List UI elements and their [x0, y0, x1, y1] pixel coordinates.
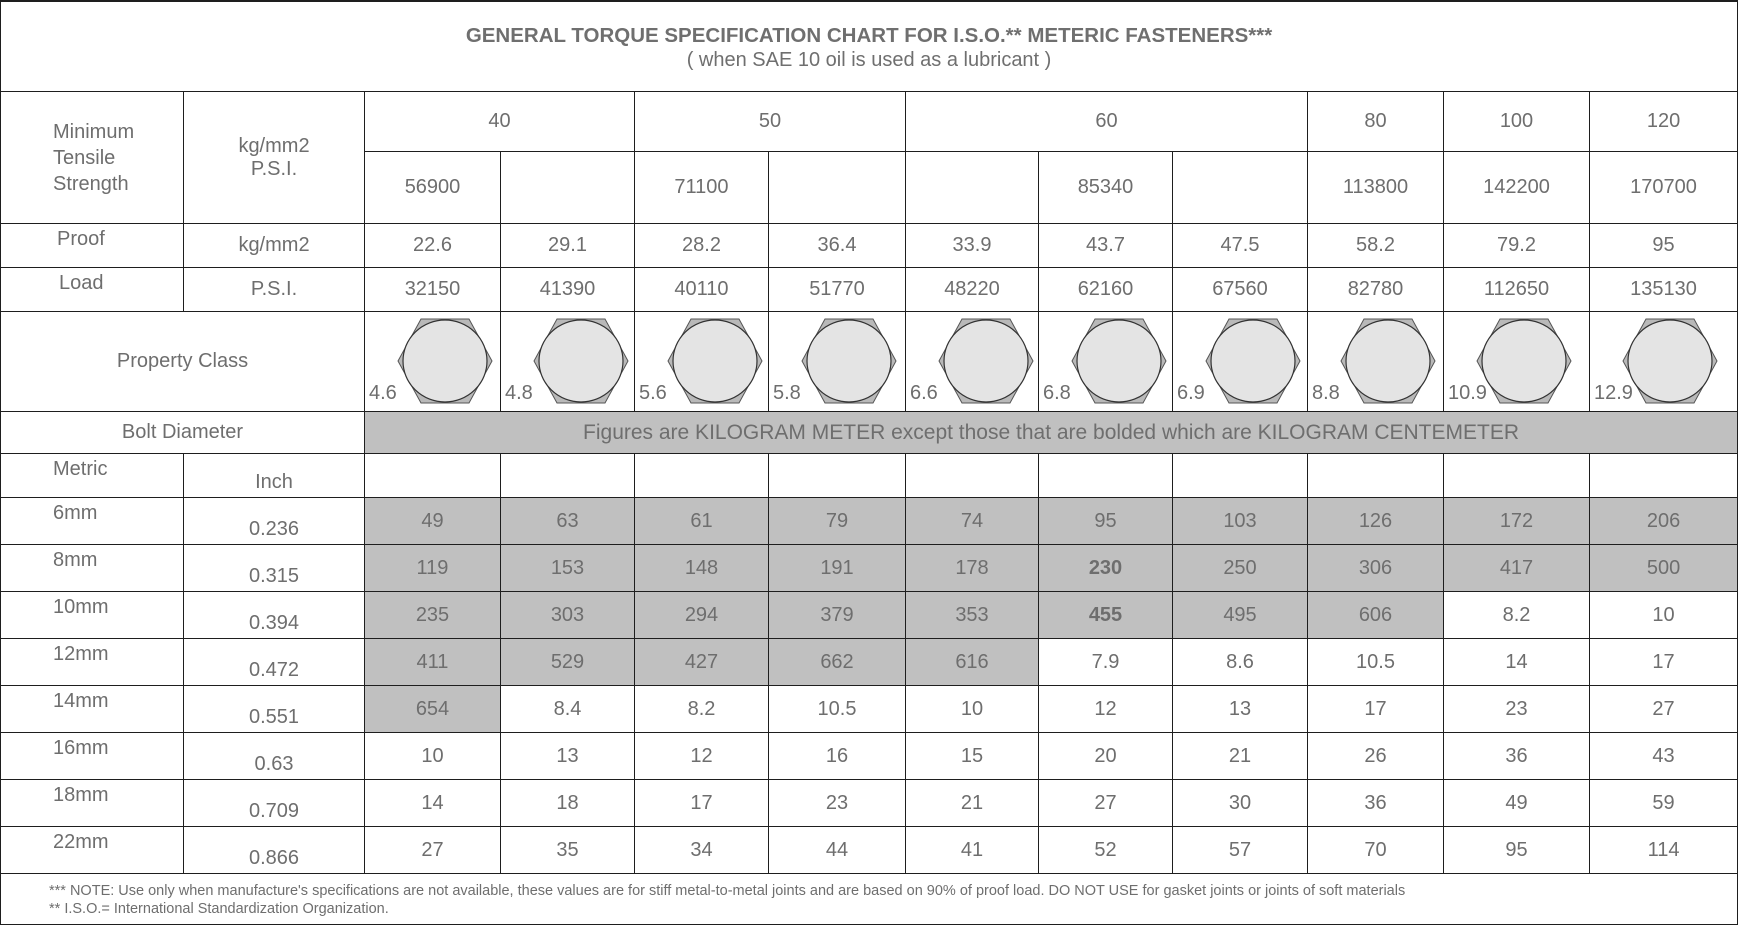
tensile-kg-cell: 60	[906, 92, 1308, 152]
torque-value: 79	[769, 498, 906, 545]
tensile-label-line: Tensile	[53, 146, 116, 169]
metric-size: 22mm	[1, 827, 184, 874]
torque-value: 95	[1444, 827, 1590, 874]
empty-cell	[1308, 454, 1444, 498]
torque-value: 23	[769, 780, 906, 827]
torque-value: 455	[1039, 592, 1173, 639]
table-row	[1, 780, 1738, 827]
inch-size: 0.315	[184, 545, 365, 592]
table-row	[1, 592, 1738, 639]
load-label: Load	[1, 268, 184, 312]
torque-value: 41	[906, 827, 1039, 874]
torque-value: 10	[365, 733, 501, 780]
torque-value: 12	[635, 733, 769, 780]
proof-kg-row	[1, 224, 1738, 268]
property-class-cell	[501, 312, 635, 412]
empty-cell	[1590, 454, 1738, 498]
proof-kg-cell: 95	[1590, 224, 1738, 268]
tensile-psi-cell: 142200	[1444, 152, 1590, 224]
proof-psi-cell: 67560	[1173, 268, 1308, 312]
torque-value: 13	[501, 733, 635, 780]
unit-psi: P.S.I.	[250, 157, 298, 180]
property-class-cell	[906, 312, 1039, 412]
torque-value: 63	[501, 498, 635, 545]
tensile-label-line: Minimum	[53, 120, 135, 143]
note-disclaimer: *** NOTE: Use only when manufacture's specifications are not available, these values are for stiff metal-to-metal joints and are based on 90% of proof load. DO NOT USE for gasket joints or joints of soft materials	[49, 883, 1406, 899]
torque-value: 303	[501, 592, 635, 639]
torque-value: 13	[1173, 686, 1308, 733]
torque-value: 230	[1039, 545, 1173, 592]
torque-value: 18	[501, 780, 635, 827]
hex-bolt-head-icon	[801, 318, 897, 404]
torque-value: 148	[635, 545, 769, 592]
proof-psi-cell: 112650	[1444, 268, 1590, 312]
torque-rows	[1, 498, 1738, 874]
torque-value: 103	[1173, 498, 1308, 545]
property-class-value: 6.8	[1043, 382, 1071, 404]
chart-header	[1, 1, 1738, 92]
proof-unit-kg: kg/mm2	[184, 224, 365, 268]
proof-psi-cell: 82780	[1308, 268, 1444, 312]
torque-value: 70	[1308, 827, 1444, 874]
torque-value: 20	[1039, 733, 1173, 780]
property-class-cell	[1039, 312, 1173, 412]
torque-value: 52	[1039, 827, 1173, 874]
torque-value: 36	[1444, 733, 1590, 780]
property-class-cell	[1444, 312, 1590, 412]
torque-value: 235	[365, 592, 501, 639]
torque-value: 10.5	[1308, 639, 1444, 686]
tensile-strength-label	[1, 92, 184, 224]
chart-subtitle: ( when SAE 10 oil is used as a lubricant )	[686, 48, 1052, 71]
torque-value: 16	[769, 733, 906, 780]
empty-cell	[501, 454, 635, 498]
property-class-value: 5.6	[639, 382, 667, 404]
torque-value: 14	[365, 780, 501, 827]
torque-value: 34	[635, 827, 769, 874]
proof-unit-psi: P.S.I.	[184, 268, 365, 312]
property-class-cell	[769, 312, 906, 412]
proof-kg-cell: 33.9	[906, 224, 1039, 268]
table-row	[1, 498, 1738, 545]
torque-value: 49	[365, 498, 501, 545]
torque-value: 21	[906, 780, 1039, 827]
hex-bolt-head-icon	[667, 318, 763, 404]
proof-kg-cell: 36.4	[769, 224, 906, 268]
torque-value: 8.4	[501, 686, 635, 733]
table-row	[1, 733, 1738, 780]
bolt-diameter-row	[1, 412, 1738, 454]
torque-value: 172	[1444, 498, 1590, 545]
torque-value: 191	[769, 545, 906, 592]
proof-psi-cell: 40110	[635, 268, 769, 312]
torque-value: 206	[1590, 498, 1738, 545]
tensile-kg-cell: 50	[635, 92, 906, 152]
proof-psi-row	[1, 268, 1738, 312]
tensile-psi-cell: 170700	[1590, 152, 1738, 224]
torque-value: 44	[769, 827, 906, 874]
proof-kg-cell: 43.7	[1039, 224, 1173, 268]
torque-value: 8.2	[635, 686, 769, 733]
chart-title: GENERAL TORQUE SPECIFICATION CHART FOR I.S.O.** METERIC FASTENERS***	[465, 23, 1273, 47]
tensile-label-line: Strength	[53, 172, 129, 195]
property-class-value: 12.9	[1594, 382, 1633, 404]
torque-value: 10	[1590, 592, 1738, 639]
metric-inch-header-row	[1, 454, 1738, 498]
inch-header: Inch	[184, 454, 365, 498]
metric-size: 6mm	[1, 498, 184, 545]
unit-kg: kg/mm2	[238, 134, 310, 157]
torque-value: 417	[1444, 545, 1590, 592]
proof-kg-cell: 28.2	[635, 224, 769, 268]
hex-bolt-head-icon	[1340, 318, 1436, 404]
proof-kg-cell: 79.2	[1444, 224, 1590, 268]
hex-bolt-head-icon	[1476, 318, 1572, 404]
tensile-kg-cell: 120	[1590, 92, 1738, 152]
inch-size: 0.236	[184, 498, 365, 545]
property-class-value: 8.8	[1312, 382, 1340, 404]
hex-bolt-head-icon	[1622, 318, 1718, 404]
torque-value: 616	[906, 639, 1039, 686]
torque-value: 17	[1590, 639, 1738, 686]
proof-label: Proof	[1, 224, 184, 268]
property-class-cell	[635, 312, 769, 412]
empty-cell	[1444, 454, 1590, 498]
proof-psi-cell: 51770	[769, 268, 906, 312]
tensile-psi-cell	[501, 152, 635, 224]
metric-size: 18mm	[1, 780, 184, 827]
property-class-value: 6.9	[1177, 382, 1205, 404]
proof-psi-cell: 62160	[1039, 268, 1173, 312]
inch-size: 0.709	[184, 780, 365, 827]
torque-value: 250	[1173, 545, 1308, 592]
tensile-kg-cell: 100	[1444, 92, 1590, 152]
torque-value: 21	[1173, 733, 1308, 780]
property-class-value: 5.8	[773, 382, 801, 404]
torque-value: 178	[906, 545, 1039, 592]
hex-bolt-head-icon	[1071, 318, 1167, 404]
bolt-diameter-label: Bolt Diameter	[1, 412, 365, 454]
empty-cell	[1039, 454, 1173, 498]
tensile-psi-cell	[769, 152, 906, 224]
torque-value: 26	[1308, 733, 1444, 780]
torque-value: 7.9	[1039, 639, 1173, 686]
torque-value: 495	[1173, 592, 1308, 639]
tensile-kg-cell: 80	[1308, 92, 1444, 152]
hex-bolt-head-icon	[397, 318, 493, 404]
metric-header: Metric	[1, 454, 184, 498]
table-row	[1, 545, 1738, 592]
torque-value: 43	[1590, 733, 1738, 780]
notes	[1, 874, 1738, 925]
metric-size: 16mm	[1, 733, 184, 780]
empty-cell	[769, 454, 906, 498]
torque-value: 57	[1173, 827, 1308, 874]
torque-value: 14	[1444, 639, 1590, 686]
metric-size: 14mm	[1, 686, 184, 733]
torque-value: 606	[1308, 592, 1444, 639]
hex-bolt-head-icon	[533, 318, 629, 404]
torque-value: 49	[1444, 780, 1590, 827]
hex-bolt-head-icon	[1205, 318, 1301, 404]
torque-value: 23	[1444, 686, 1590, 733]
property-class-cell	[1173, 312, 1308, 412]
proof-psi-cell: 48220	[906, 268, 1039, 312]
property-class-value: 4.8	[505, 382, 533, 404]
torque-value: 529	[501, 639, 635, 686]
proof-psi-cell: 41390	[501, 268, 635, 312]
notes-row	[1, 874, 1738, 925]
property-class-label: Property Class	[1, 312, 365, 412]
proof-kg-cell: 47.5	[1173, 224, 1308, 268]
torque-value: 27	[365, 827, 501, 874]
torque-value: 61	[635, 498, 769, 545]
torque-value: 427	[635, 639, 769, 686]
torque-value: 119	[365, 545, 501, 592]
property-class-value: 6.6	[910, 382, 938, 404]
proof-psi-cell: 32150	[365, 268, 501, 312]
torque-value: 27	[1039, 780, 1173, 827]
empty-cell	[635, 454, 769, 498]
torque-value: 12	[1039, 686, 1173, 733]
tensile-units	[184, 92, 365, 224]
empty-cell	[1173, 454, 1308, 498]
tensile-psi-cell: 56900	[365, 152, 501, 224]
inch-size: 0.866	[184, 827, 365, 874]
property-class-cell	[1308, 312, 1444, 412]
proof-kg-cell: 22.6	[365, 224, 501, 268]
units-banner: Figures are KILOGRAM METER except those that are bolded which are KILOGRAM CENTEMETER	[365, 412, 1738, 454]
property-class-cell	[1590, 312, 1738, 412]
torque-value: 30	[1173, 780, 1308, 827]
tensile-psi-cell: 85340	[1039, 152, 1173, 224]
inch-size: 0.394	[184, 592, 365, 639]
property-class-row	[1, 312, 1738, 412]
torque-value: 294	[635, 592, 769, 639]
torque-value: 8.2	[1444, 592, 1590, 639]
empty-cell	[906, 454, 1039, 498]
tensile-psi-cell	[1173, 152, 1308, 224]
empty-cell	[365, 454, 501, 498]
inch-size: 0.551	[184, 686, 365, 733]
property-class-value: 10.9	[1448, 382, 1487, 404]
torque-value: 662	[769, 639, 906, 686]
proof-psi-cell: 135130	[1590, 268, 1738, 312]
property-class-cell	[365, 312, 501, 412]
proof-kg-cell: 58.2	[1308, 224, 1444, 268]
torque-value: 10	[906, 686, 1039, 733]
torque-value: 10.5	[769, 686, 906, 733]
tensile-kg-row	[1, 92, 1738, 152]
torque-value: 306	[1308, 545, 1444, 592]
metric-size: 10mm	[1, 592, 184, 639]
property-class-value: 4.6	[369, 382, 397, 404]
table-row	[1, 686, 1738, 733]
tensile-psi-cell: 113800	[1308, 152, 1444, 224]
torque-value: 15	[906, 733, 1039, 780]
torque-value: 59	[1590, 780, 1738, 827]
torque-value: 36	[1308, 780, 1444, 827]
torque-value: 500	[1590, 545, 1738, 592]
torque-value: 17	[1308, 686, 1444, 733]
torque-value: 8.6	[1173, 639, 1308, 686]
torque-value: 353	[906, 592, 1039, 639]
table-row	[1, 639, 1738, 686]
torque-value: 654	[365, 686, 501, 733]
torque-value: 17	[635, 780, 769, 827]
torque-value: 27	[1590, 686, 1738, 733]
torque-value: 379	[769, 592, 906, 639]
torque-value: 35	[501, 827, 635, 874]
torque-value: 153	[501, 545, 635, 592]
tensile-psi-cell: 71100	[635, 152, 769, 224]
torque-value: 411	[365, 639, 501, 686]
torque-value: 114	[1590, 827, 1738, 874]
tensile-kg-cell: 40	[365, 92, 635, 152]
tensile-psi-cell	[906, 152, 1039, 224]
torque-value: 126	[1308, 498, 1444, 545]
proof-kg-cell: 29.1	[501, 224, 635, 268]
note-iso: ** I.S.O.= International Standardization Organization.	[49, 901, 389, 917]
hex-bolt-head-icon	[938, 318, 1034, 404]
metric-size: 8mm	[1, 545, 184, 592]
inch-size: 0.63	[184, 733, 365, 780]
torque-value: 74	[906, 498, 1039, 545]
metric-size: 12mm	[1, 639, 184, 686]
torque-value: 95	[1039, 498, 1173, 545]
table-row	[1, 827, 1738, 874]
inch-size: 0.472	[184, 639, 365, 686]
